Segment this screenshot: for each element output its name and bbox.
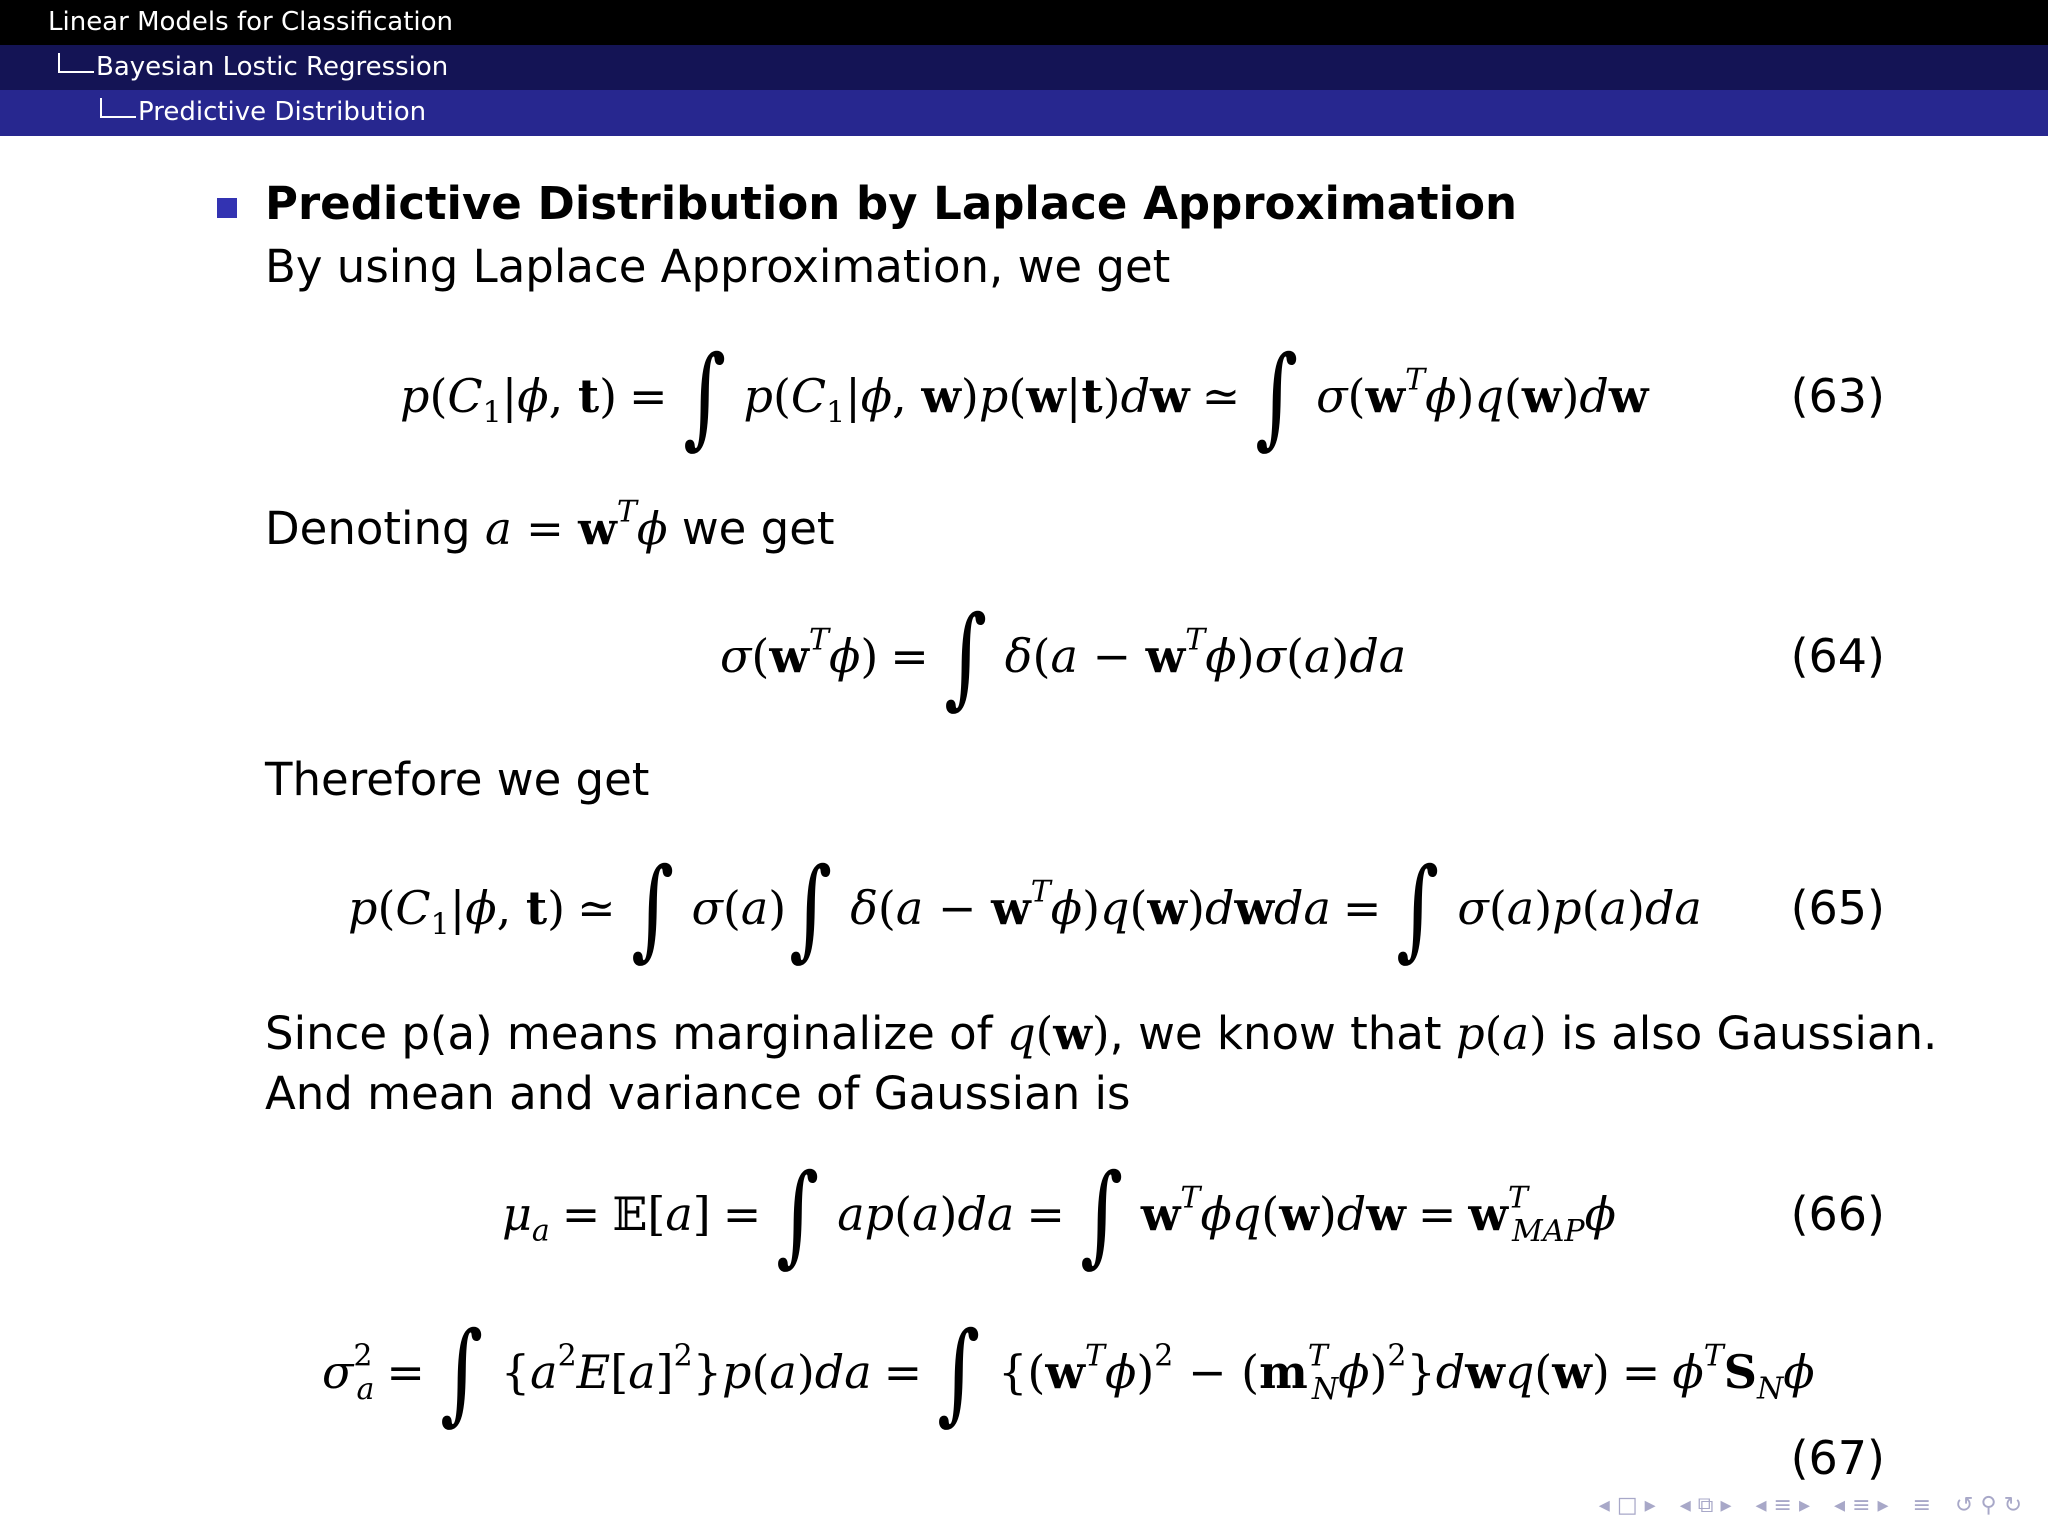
paragraph-denoting [265,494,835,559]
nav-frame-group[interactable] [1680,1493,1732,1518]
tree-connector-icon [58,53,94,73]
bullet-square-icon [217,198,237,218]
paragraph-marginal-part-a: Since p(a) means marginalize of [265,1007,993,1060]
paragraph-mean-variance: And mean and variance of Gaussian is [265,1067,1131,1120]
arrow-right-icon[interactable]: ▸ [1720,1492,1732,1518]
equation-64: $\sigma(w^T\phi)$ = ∫ $\delta(a - w^T\phi)\sigma(a)da$ [720,592,1407,720]
nav-document-group[interactable] [1913,1493,1931,1518]
equation-63: $p(C_1|\phi$, t) = ∫ $p(C_1|\phi$, w)p(w|t)dw ≃ ∫ $\sigma(w^T\phi)q(w)dw$ [400,332,1649,460]
inline-math-qw: q(w) [1006,1007,1110,1060]
equation-number-65: (65) [1790,881,1885,935]
equation-number-64: (64) [1790,629,1885,683]
undo-icon[interactable]: ↺ [1955,1492,1974,1518]
tree-connector-icon [100,98,136,118]
arrow-left-icon[interactable]: ◂ [1679,1492,1691,1518]
frame-icon[interactable]: □ [1616,1492,1638,1518]
slide-heading: Predictive Distribution by Laplace Approximation [265,177,1518,230]
nav-search-group[interactable] [1955,1493,2022,1518]
paragraph-denoting-suffix: we get [681,502,835,555]
nav-slide-group[interactable] [1599,1493,1656,1518]
subsection-icon[interactable]: ≡ [1773,1492,1792,1518]
paragraph-therefore: Therefore we get [265,753,650,806]
arrow-left-icon[interactable]: ◂ [1755,1492,1767,1518]
inline-math-pa: p(a) [1455,1007,1547,1060]
redo-icon[interactable]: ↻ [2003,1492,2022,1518]
header-section-title[interactable]: Linear Models for Classification [48,7,453,37]
paragraph-marginal [265,1004,1937,1064]
arrow-right-icon[interactable]: ▸ [1798,1492,1811,1518]
arrow-left-icon[interactable]: ◂ [1834,1492,1846,1518]
frame-stack-icon[interactable]: ⧉ [1697,1492,1714,1518]
equation-number-63: (63) [1790,369,1885,423]
arrow-right-icon[interactable]: ▸ [1644,1492,1656,1518]
equation-66: $\mu_a$ = 𝔼[a] = ∫ ap(a)da = ∫ $w^T\phi q(w)dw = w^T_{MAP}\phi$ [502,1150,1616,1278]
equation-67: $\sigma^2_a$ = ∫ $\{a^2E[a]^2\}p(a)da$ = ∫ $\{(w^T\phi)^2 - (m^T_N\phi)^2\}dwq(w) = \phi^TS_N\phi$ [322,1308,1815,1436]
paragraph-intro: By using Laplace Approximation, we get [265,240,1171,293]
paragraph-denoting-prefix: Denoting [265,502,471,555]
paragraph-marginal-part-c: is also Gaussian. [1560,1007,1938,1060]
search-icon[interactable]: ⚲ [1980,1492,1997,1518]
equation-number-66: (66) [1790,1187,1885,1241]
header-subsection-bar[interactable] [0,45,2048,90]
header-subsubsection-bar[interactable] [0,90,2048,136]
arrow-left-icon[interactable]: ◂ [1598,1492,1610,1518]
nav-subsection-group[interactable] [1756,1493,1811,1518]
equation-number-67: (67) [1790,1431,1885,1485]
arrow-right-icon[interactable]: ▸ [1877,1492,1889,1518]
nav-section-group[interactable] [1834,1493,1889,1518]
header-section-bar[interactable] [0,0,2048,45]
header-subsubsection-title[interactable]: Predictive Distribution [138,97,427,127]
header-subsection-title[interactable]: Bayesian Lostic Regression [96,52,449,82]
inline-math-a-def: $a = w^T\phi$ [484,494,668,555]
equation-65: $p(C_1|\phi$, t) ≃ ∫ σ(a)∫ $\delta(a - w^T\phi)q(w)dwda$ = ∫ σ(a)p(a)da [348,844,1702,972]
beamer-navigation [1599,1492,2022,1518]
document-icon[interactable]: ≡ [1912,1492,1931,1518]
paragraph-marginal-part-b: , we know that [1109,1007,1442,1060]
section-icon[interactable]: ≡ [1852,1492,1871,1518]
